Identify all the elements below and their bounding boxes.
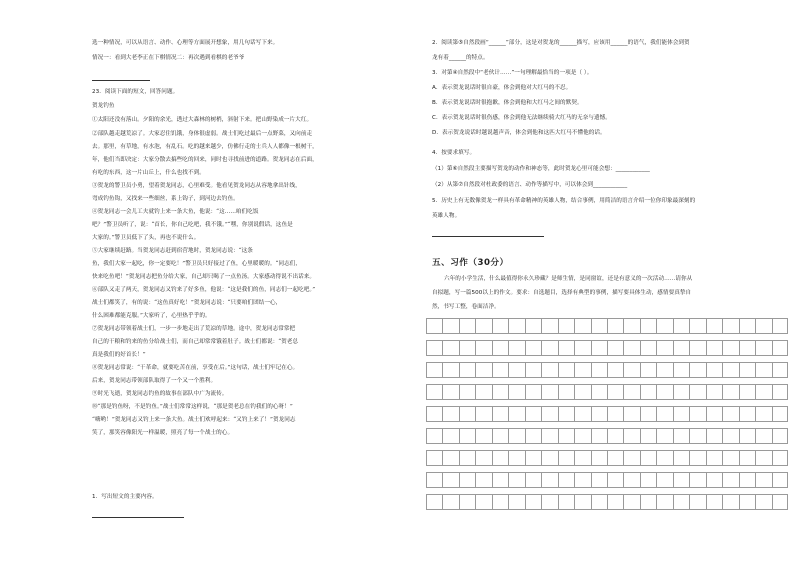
grid-cell[interactable]: [722, 319, 723, 333]
grid-cell[interactable]: [558, 429, 559, 443]
section-title: 五、习作（30分）: [432, 258, 509, 268]
grid-cell[interactable]: [475, 363, 476, 377]
grid-cell[interactable]: [508, 319, 509, 333]
grid-cell[interactable]: [459, 451, 460, 465]
grid-cell[interactable]: [755, 495, 756, 509]
passage-line: 有吃的东西，这一片山丘上，什么也找不到。: [92, 170, 205, 176]
question-4-1: （1）第⑥自然段主要描写贺龙的动作和神态等，此时贺龙心里可能会想：____________: [432, 166, 650, 172]
grid-cell[interactable]: [706, 473, 707, 487]
grid-cell[interactable]: [689, 473, 690, 487]
grid-cell[interactable]: [787, 495, 788, 509]
grid-cell[interactable]: [426, 495, 427, 509]
passage-line: 去。那里，有草地，有水泡，有乱石。吃的越来越少，仿佛行走的士兵人人都像一根树干，: [92, 144, 318, 150]
grid-cell[interactable]: [673, 451, 674, 465]
grid-cell[interactable]: [673, 495, 674, 509]
grid-cell[interactable]: [787, 451, 788, 465]
passage-line: ⑤大家继续赶路。当贺龙同志赶到宿营地时，贺龙同志说：“这条: [92, 248, 253, 254]
grid-row: [426, 406, 788, 422]
grid-cell[interactable]: [739, 363, 740, 377]
question-5-cont: 英雄人物。: [432, 213, 461, 219]
grid-cell[interactable]: [656, 319, 657, 333]
passage-line: 快来吃鱼吧！”贺龙同志把鱼分给大家，自己却只喝了一点鱼汤。大家感动得说不出话来。: [92, 274, 316, 280]
passage-line: 后来，贺龙同志带领部队取得了一个又一个胜利。: [92, 378, 217, 384]
grid-cell[interactable]: [426, 385, 427, 399]
passage-line: 战士们都笑了，有的说：“这鱼真好吃！”贺龙同志说：“只要咱们团结一心，: [92, 300, 282, 306]
answer-blank[interactable]: [92, 517, 184, 518]
grid-row: [426, 318, 788, 334]
passage-line: ⑥部队又走了两天，贺龙同志又钓来了好多鱼，他说：“这是我们的鱼，同志们一起吃吧。”: [92, 287, 316, 293]
grid-cell[interactable]: [508, 495, 509, 509]
grid-cell[interactable]: [787, 429, 788, 443]
grid-cell[interactable]: [558, 495, 559, 509]
grid-cell[interactable]: [508, 451, 509, 465]
answer-blank[interactable]: [432, 236, 544, 237]
grid-cell[interactable]: [459, 473, 460, 487]
grid-cell[interactable]: [772, 473, 773, 487]
question-3: 3．对第④自然段中“老伙计……”一句理解最恰当的一项是（ ）。: [432, 70, 593, 76]
grid-cell[interactable]: [475, 407, 476, 421]
grid-cell[interactable]: [722, 429, 723, 443]
passage-line: ④贺龙同志一会儿工夫就钓上来一条大鱼，他说：“这……咱们吃饭: [92, 209, 259, 215]
grid-cell[interactable]: [525, 385, 526, 399]
grid-cell[interactable]: [706, 363, 707, 377]
grid-cell[interactable]: [772, 451, 773, 465]
grid-cell[interactable]: [787, 385, 788, 399]
grid-cell[interactable]: [787, 319, 788, 333]
grid-cell[interactable]: [787, 363, 788, 377]
grid-cell[interactable]: [426, 407, 427, 421]
grid-cell[interactable]: [492, 429, 493, 443]
grid-cell[interactable]: [541, 473, 542, 487]
grid-cell[interactable]: [706, 495, 707, 509]
grid-cell[interactable]: [574, 385, 575, 399]
grid-cell[interactable]: [755, 429, 756, 443]
essay-writing-grid[interactable]: [426, 318, 788, 514]
grid-cell[interactable]: [755, 341, 756, 355]
grid-cell[interactable]: [623, 385, 624, 399]
question-5: 5．历史上有无数像贺龙一样具有革命精神的英雄人物，结合事例，用简洁的语言介绍一位你印象最深刻的: [432, 198, 696, 204]
grid-cell[interactable]: [722, 473, 723, 487]
grid-cell[interactable]: [673, 363, 674, 377]
grid-cell[interactable]: [772, 319, 773, 333]
grid-cell[interactable]: [607, 385, 608, 399]
grid-cell[interactable]: [689, 319, 690, 333]
grid-cell[interactable]: [508, 341, 509, 355]
grid-cell[interactable]: [689, 407, 690, 421]
grid-cell[interactable]: [442, 451, 443, 465]
grid-cell[interactable]: [525, 363, 526, 377]
grid-cell[interactable]: [475, 385, 476, 399]
grid-cell[interactable]: [640, 473, 641, 487]
grid-cell[interactable]: [739, 429, 740, 443]
grid-cell[interactable]: [492, 341, 493, 355]
grid-cell[interactable]: [755, 473, 756, 487]
grid-cell[interactable]: [623, 407, 624, 421]
grid-row: [426, 340, 788, 356]
grid-cell[interactable]: [541, 451, 542, 465]
grid-cell[interactable]: [558, 319, 559, 333]
grid-cell[interactable]: [706, 451, 707, 465]
question-23-title: 23．阅读下面的短文，回答问题。: [92, 89, 179, 95]
grid-cell[interactable]: [689, 363, 690, 377]
grid-cell[interactable]: [623, 473, 624, 487]
grid-cell[interactable]: [739, 385, 740, 399]
grid-cell[interactable]: [772, 385, 773, 399]
grid-cell[interactable]: [541, 385, 542, 399]
grid-cell[interactable]: [640, 429, 641, 443]
grid-cell[interactable]: [442, 319, 443, 333]
grid-cell[interactable]: [739, 451, 740, 465]
passage-line: ⑦贺龙同志带领着战士们，一步一步地走出了荒凉的草地。途中，贺龙同志常常把: [92, 326, 296, 332]
grid-cell[interactable]: [656, 407, 657, 421]
prompt-line: 选一种情况，可以从语言、动作、心理等方面展开想象，用几句话写下来。: [92, 40, 279, 46]
grid-cell[interactable]: [492, 495, 493, 509]
grid-cell[interactable]: [739, 495, 740, 509]
passage-line: ⑧贺龙同志常说：“干革命，就要吃苦在前，享受在后。”这句话，战士们牢记在心。: [92, 365, 299, 371]
passage-line: 自己的干粮和钓来的鱼分给战士们，而自己却常常饿着肚子。战士们都说：“贺老总: [92, 339, 299, 345]
grid-cell[interactable]: [656, 429, 657, 443]
grid-cell[interactable]: [673, 473, 674, 487]
grid-cell[interactable]: [755, 319, 756, 333]
grid-cell[interactable]: [541, 319, 542, 333]
grid-cell[interactable]: [722, 385, 723, 399]
grid-cell[interactable]: [656, 341, 657, 355]
grid-cell[interactable]: [492, 319, 493, 333]
grid-cell[interactable]: [426, 341, 427, 355]
grid-cell[interactable]: [689, 341, 690, 355]
grid-row: [426, 428, 788, 444]
grid-cell[interactable]: [787, 407, 788, 421]
grid-cell[interactable]: [591, 319, 592, 333]
grid-cell[interactable]: [607, 363, 608, 377]
grid-cell[interactable]: [673, 341, 674, 355]
grid-cell[interactable]: [623, 429, 624, 443]
grid-cell[interactable]: [475, 319, 476, 333]
grid-cell[interactable]: [475, 473, 476, 487]
grid-cell[interactable]: [640, 341, 641, 355]
grid-cell[interactable]: [607, 495, 608, 509]
passage-line: ②部队越走越荒凉了。大家忍住饥饿，身体很虚弱。战士们吃过最后一点野菜，又向前走: [92, 131, 313, 137]
grid-cell[interactable]: [755, 407, 756, 421]
grid-cell[interactable]: [787, 473, 788, 487]
grid-cell[interactable]: [541, 341, 542, 355]
grid-cell[interactable]: [574, 495, 575, 509]
grid-cell[interactable]: [558, 363, 559, 377]
grid-cell[interactable]: [508, 473, 509, 487]
grid-cell[interactable]: [442, 429, 443, 443]
grid-cell[interactable]: [722, 341, 723, 355]
grid-cell[interactable]: [591, 495, 592, 509]
grid-cell[interactable]: [640, 385, 641, 399]
grid-cell[interactable]: [426, 429, 427, 443]
grid-cell[interactable]: [459, 429, 460, 443]
grid-cell[interactable]: [607, 319, 608, 333]
grid-cell[interactable]: [558, 473, 559, 487]
grid-cell[interactable]: [442, 363, 443, 377]
grid-cell[interactable]: [772, 495, 773, 509]
grid-cell[interactable]: [706, 407, 707, 421]
passage-line: 大家的。”警卫员低下了头，再也不说什么。: [92, 235, 200, 241]
passage-line: 吧？”警卫员听了，说：“首长，你自己吃吧，我不饿。”“嘿，你别说假话，这鱼是: [92, 222, 293, 228]
grid-cell[interactable]: [508, 385, 509, 399]
grid-cell[interactable]: [607, 341, 608, 355]
grid-cell[interactable]: [755, 385, 756, 399]
grid-cell[interactable]: [558, 341, 559, 355]
grid-cell[interactable]: [442, 495, 443, 509]
grid-cell[interactable]: [541, 429, 542, 443]
grid-cell[interactable]: [525, 319, 526, 333]
grid-cell[interactable]: [558, 407, 559, 421]
grid-cell[interactable]: [689, 429, 690, 443]
grid-cell[interactable]: [755, 363, 756, 377]
grid-cell[interactable]: [525, 495, 526, 509]
grid-cell[interactable]: [591, 429, 592, 443]
grid-cell[interactable]: [607, 451, 608, 465]
grid-cell[interactable]: [459, 341, 460, 355]
grid-cell[interactable]: [673, 429, 674, 443]
grid-cell[interactable]: [755, 451, 756, 465]
grid-cell[interactable]: [525, 341, 526, 355]
grid-cell[interactable]: [607, 429, 608, 443]
grid-cell[interactable]: [607, 407, 608, 421]
grid-cell[interactable]: [706, 341, 707, 355]
question-4: 4．按要求填写。: [432, 150, 476, 156]
essay-prompt-line: 六年的小学生活，什么最值得你永久珍藏？是师生情，是同窗谊，还是有意义的一次活动……请你从: [444, 276, 693, 282]
grid-cell[interactable]: [492, 407, 493, 421]
grid-cell[interactable]: [623, 495, 624, 509]
grid-cell[interactable]: [591, 407, 592, 421]
grid-cell[interactable]: [525, 473, 526, 487]
passage-line: ①太阳还没有落山。夕阳的余光，透过大森林的树梢，斜射下来。把山野染成一片大红。: [92, 117, 313, 123]
grid-cell[interactable]: [706, 319, 707, 333]
grid-cell[interactable]: [525, 407, 526, 421]
grid-cell[interactable]: [722, 407, 723, 421]
grid-row: [426, 494, 788, 510]
grid-cell[interactable]: [541, 495, 542, 509]
essay-prompt-line: 自拟题，写一篇500以上的作文。要求：自选题目，选择有典型的事例，描写要具体生动，感情要真挚自: [432, 290, 692, 296]
grid-cell[interactable]: [640, 319, 641, 333]
grid-cell[interactable]: [591, 341, 592, 355]
grid-cell[interactable]: [689, 495, 690, 509]
grid-cell[interactable]: [591, 385, 592, 399]
grid-cell[interactable]: [459, 495, 460, 509]
grid-cell[interactable]: [525, 429, 526, 443]
grid-cell[interactable]: [492, 451, 493, 465]
grid-cell[interactable]: [508, 407, 509, 421]
passage-line: 鱼，我们大家一起吃，你一定要吃！”警卫员只好接过了鱼，心里暖暖的。“同志们，: [92, 261, 301, 267]
grid-cell[interactable]: [574, 451, 575, 465]
grid-cell[interactable]: [442, 341, 443, 355]
option-a[interactable]: A．表示贺龙说话时很自豪，体会到他对大红马的不忍。: [432, 85, 572, 91]
grid-row: [426, 472, 788, 488]
question-2: 2．阅读第⑤自然段画“______”部分，这是对贺龙的______描写，应该用______的语气，我们能体会到贺: [432, 40, 690, 46]
situation-line: 情况一：看到大老李正在下棋情况二：再次遇到看棋的老爷爷: [92, 55, 245, 61]
grid-cell[interactable]: [722, 451, 723, 465]
grid-cell[interactable]: [475, 429, 476, 443]
grid-row: [426, 362, 788, 378]
grid-cell[interactable]: [492, 385, 493, 399]
grid-cell[interactable]: [656, 451, 657, 465]
grid-cell[interactable]: [673, 385, 674, 399]
grid-cell[interactable]: [623, 341, 624, 355]
grid-cell[interactable]: [574, 341, 575, 355]
option-c[interactable]: C．表示贺龙说话时很伤感，体会到他无法继续骑大红马的无奈与遗憾。: [432, 115, 611, 121]
grid-cell[interactable]: [591, 363, 592, 377]
passage-line: “嗨哟！”贺龙同志又钓上来一条大鱼。战士们欢呼起来：“又钓上来了！”贺龙同志: [92, 417, 296, 423]
grid-cell[interactable]: [706, 385, 707, 399]
grid-cell[interactable]: [574, 319, 575, 333]
grid-cell[interactable]: [739, 473, 740, 487]
grid-cell[interactable]: [508, 429, 509, 443]
grid-cell[interactable]: [475, 495, 476, 509]
answer-blank[interactable]: [92, 80, 150, 81]
grid-cell[interactable]: [739, 319, 740, 333]
grid-cell[interactable]: [772, 363, 773, 377]
grid-cell[interactable]: [640, 407, 641, 421]
grid-cell[interactable]: [426, 473, 427, 487]
passage-line: ③贺龙的警卫员小勇，望着贺龙同志，心里难受。他看见贺龙同志从容地拿出针线，: [92, 183, 301, 189]
grid-cell[interactable]: [442, 407, 443, 421]
grid-cell[interactable]: [525, 451, 526, 465]
passage-line: 什么困难都能克服。”大家听了，心里热乎乎的。: [92, 313, 211, 319]
grid-cell[interactable]: [640, 495, 641, 509]
grid-cell[interactable]: [459, 385, 460, 399]
grid-cell[interactable]: [772, 429, 773, 443]
passage-line: 年，他们当即决定：大家分散去搞些吃的回来，同时也寻找前进的道路。贺龙同志在后面，: [92, 157, 318, 163]
grid-cell[interactable]: [722, 495, 723, 509]
grid-cell[interactable]: [673, 319, 674, 333]
grid-cell[interactable]: [426, 451, 427, 465]
option-b[interactable]: B．表示贺龙说话时很抱歉，体会到他和大红马之间的默契。: [432, 100, 583, 106]
grid-cell[interactable]: [492, 363, 493, 377]
grid-cell[interactable]: [574, 407, 575, 421]
grid-cell[interactable]: [706, 429, 707, 443]
passage-line: 弯成钓鱼钩，又找来一些细丝，系上钩子，到河边去钓鱼。: [92, 196, 239, 202]
grid-cell[interactable]: [558, 451, 559, 465]
grid-cell[interactable]: [475, 451, 476, 465]
question-2-cont: 龙有着______的特点。: [432, 55, 489, 61]
grid-cell[interactable]: [722, 363, 723, 377]
question-4-2: （2）从第⑦自然段对杜政委的语言、动作等描写中，可以体会到____________: [432, 182, 628, 188]
grid-cell[interactable]: [656, 495, 657, 509]
passage-title: 贺龙钓鱼: [92, 103, 115, 109]
grid-cell[interactable]: [607, 473, 608, 487]
question-1: 1．写出短文的主要内容。: [92, 494, 158, 500]
grid-cell[interactable]: [508, 363, 509, 377]
grid-cell[interactable]: [739, 341, 740, 355]
grid-cell[interactable]: [591, 473, 592, 487]
grid-cell[interactable]: [739, 407, 740, 421]
grid-cell[interactable]: [591, 451, 592, 465]
grid-cell[interactable]: [426, 319, 427, 333]
grid-cell[interactable]: [656, 385, 657, 399]
grid-cell[interactable]: [426, 363, 427, 377]
grid-cell[interactable]: [459, 319, 460, 333]
grid-cell[interactable]: [459, 407, 460, 421]
essay-prompt-line: 然，书写工整，卷面洁净。: [432, 304, 500, 310]
grid-cell[interactable]: [772, 341, 773, 355]
grid-cell[interactable]: [689, 451, 690, 465]
grid-cell[interactable]: [492, 473, 493, 487]
grid-cell[interactable]: [656, 473, 657, 487]
passage-line: 笑了，那笑容像阳光一样温暖，照亮了每一个战士的心。: [92, 430, 234, 436]
grid-cell[interactable]: [442, 473, 443, 487]
grid-cell[interactable]: [623, 363, 624, 377]
grid-cell[interactable]: [689, 385, 690, 399]
grid-cell[interactable]: [574, 363, 575, 377]
passage-line: 真是我们的好首长！”: [92, 352, 146, 358]
grid-cell[interactable]: [623, 319, 624, 333]
grid-cell[interactable]: [541, 363, 542, 377]
grid-cell[interactable]: [787, 341, 788, 355]
grid-cell[interactable]: [772, 407, 773, 421]
grid-cell[interactable]: [640, 451, 641, 465]
passage-line: ⑩“那是钓鱼呀，不是钓鱼。”战士们常常这样说，“那是贺老总在钓我们的心呀！”: [92, 404, 293, 410]
grid-row: [426, 450, 788, 466]
grid-cell[interactable]: [656, 363, 657, 377]
option-d[interactable]: D．表示贺龙说话时越说越声音，体会到他和这匹大红马不懂他的话。: [432, 130, 606, 136]
grid-cell[interactable]: [574, 473, 575, 487]
grid-cell[interactable]: [623, 451, 624, 465]
grid-cell[interactable]: [541, 407, 542, 421]
grid-cell[interactable]: [459, 363, 460, 377]
grid-cell[interactable]: [640, 363, 641, 377]
grid-cell[interactable]: [475, 341, 476, 355]
grid-cell[interactable]: [442, 385, 443, 399]
passage-line: ⑨时光飞逝，贺龙同志钓鱼的故事在部队中广为流传。: [92, 391, 228, 397]
grid-row: [426, 384, 788, 400]
grid-cell[interactable]: [558, 385, 559, 399]
grid-cell[interactable]: [673, 407, 674, 421]
grid-cell[interactable]: [574, 429, 575, 443]
